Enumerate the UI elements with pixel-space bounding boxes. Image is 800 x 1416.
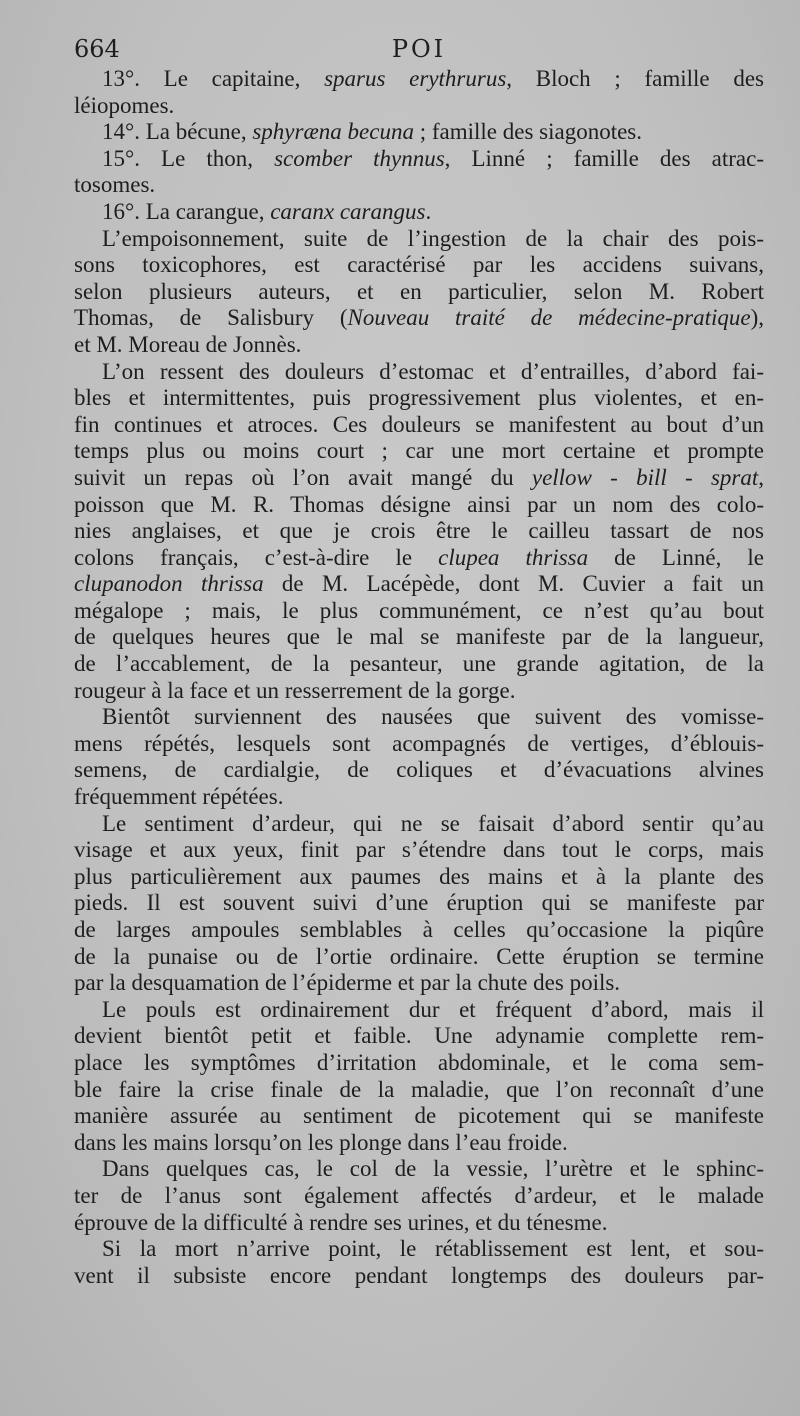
text-line: manière assurée au sentiment de picotement qui se manifeste — [74, 1103, 764, 1129]
text-line: visage et aux yeux, finit par s’étendre dans tout le corps, mais — [74, 837, 764, 863]
text-line: Thomas, de Salisbury (Nouveau traité de médecine-pratique), — [74, 305, 765, 331]
text-line: plus particulièrement aux paumes des mains et à la plante des — [74, 863, 764, 889]
text-line: 15°. Le thon, scomber thynnus, Linné ; famille des atrac- — [102, 145, 764, 171]
text-line: léiopomes. — [74, 92, 175, 118]
text-line: pieds. Il est souvent suivi d’une éruption qui se manifeste par — [74, 890, 764, 916]
text-line: colons français, c’est-à-dire le clupea thrissa de Linné, le — [74, 544, 764, 570]
text-line: ter de l’anus sont également affectés d’ardeur, et le malade — [74, 1182, 764, 1208]
text-line: mens répétés, lesquels sont acompagnés de vertiges, d’éblouis- — [74, 730, 764, 756]
text-line: par la desquamation de l’épiderme et par la chute des poils. — [74, 970, 621, 996]
page-header — [74, 32, 764, 66]
text-line: L’empoisonnement, suite de l’ingestion de la chair des pois- — [102, 225, 764, 251]
text-line: ble faire la crise finale de la maladie, que l’on reconnaît d’une — [74, 1076, 764, 1102]
text-line: 13°. Le capitaine, sparus erythrurus, Bloch ; famille des — [102, 66, 764, 91]
text-line: tosomes. — [74, 172, 156, 198]
text-line: 16°. La carangue, caranx carangus. — [102, 198, 432, 224]
text-line: de larges ampoules semblables à celles qu’occasione la piqûre — [74, 917, 764, 942]
page-number: 664 — [74, 35, 120, 63]
text-line: de la punaise ou de l’ortie ordinaire. Cette éruption se termine — [74, 943, 764, 969]
text-line: vent il subsiste encore pendant longtemps des douleurs par- — [74, 1262, 764, 1288]
text-line: fin continues et atroces. Ces douleurs se manifestent au bout d’un — [74, 411, 764, 437]
text-line: fréquemment répétées. — [74, 784, 284, 810]
text-line: rougeur à la face et un resserrement de la gorge. — [74, 677, 516, 703]
text-line: semens, de cardialgie, de coliques et d’évacuations alvines — [74, 757, 764, 783]
text-line: dans les mains lorsqu’on les plonge dans l’eau froide. — [74, 1129, 568, 1155]
body-text — [74, 66, 764, 1289]
text-line: Le pouls est ordinairement dur et fréquent d’abord, mais il — [102, 996, 764, 1022]
text-line: Bientôt surviennent des nausées que suivent des vomisse- — [102, 704, 764, 730]
text-line: clupanodon thrissa de M. Lacépède, dont M. Cuvier a fait un — [74, 571, 764, 597]
text-line: 14°. La bécune, sphyræna becuna ; famille des siagonotes. — [102, 119, 643, 145]
running-head: POI — [391, 35, 447, 63]
text-line: nies anglaises, et que je crois être le cailleu tassart de nos — [74, 518, 764, 544]
text-line: place les symptômes d’irritation abdominale, et le coma sem- — [74, 1049, 764, 1075]
text-line: mégalope ; mais, le plus communément, ce n’est qu’au bout — [74, 597, 764, 623]
text-line: de quelques heures que le mal se manifeste par de la langueur, — [74, 624, 764, 650]
text-line: L’on ressent des douleurs d’estomac et d’entrailles, d’abord fai- — [102, 358, 764, 384]
text-line: poisson que M. R. Thomas désigne ainsi par un nom des colo- — [74, 491, 764, 517]
text-line: temps plus ou moins court ; car une mort certaine et prompte — [74, 438, 764, 464]
text-line: sons toxicophores, est caractérisé par les accidens suivans, — [74, 252, 764, 278]
text-line: Dans quelques cas, le col de la vessie, l’urètre et le sphinc- — [102, 1156, 764, 1182]
text-line: éprouve de la difficulté à rendre ses urines, et du ténesme. — [74, 1209, 608, 1235]
text-line: de l’accablement, de la pesanteur, une grande agitation, de la — [74, 651, 764, 677]
text-line: et M. Moreau de Jonnès. — [74, 331, 302, 357]
text-line: selon plusieurs auteurs, et en particulier, selon M. Robert — [74, 278, 764, 304]
text-line: Le sentiment d’ardeur, qui ne se faisait d’abord sentir qu’au — [102, 810, 764, 836]
text-line: devient bientôt petit et faible. Une adynamie complette rem- — [74, 1023, 764, 1049]
text-line: suivit un repas où l’on avait mangé du yellow - bill - sprat, — [74, 464, 765, 490]
text-line: bles et intermittentes, puis progressivement plus violentes, et en- — [74, 385, 764, 411]
text-line: Si la mort n’arrive point, le rétablissement est lent, et sou- — [102, 1236, 764, 1262]
